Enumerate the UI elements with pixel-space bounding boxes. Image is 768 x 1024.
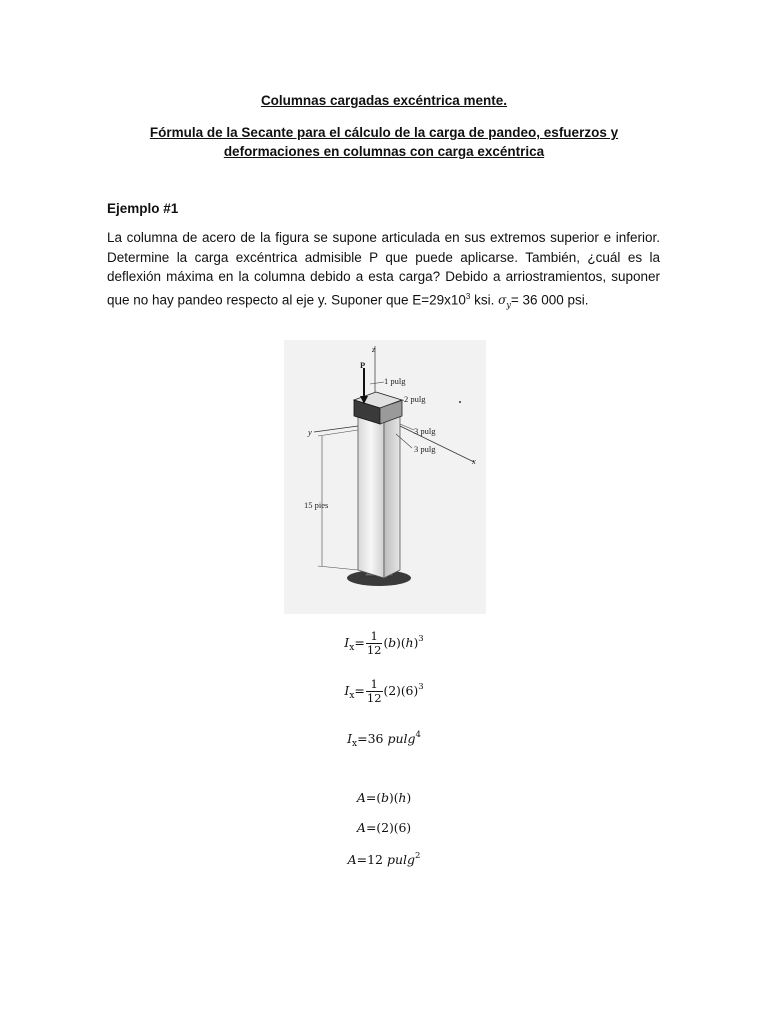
eq3-value: =36 (357, 731, 388, 746)
eq1-b: b (388, 635, 397, 650)
z-axis-label: z (372, 344, 376, 354)
eq5-h: 6 (398, 820, 407, 835)
equation-ix-formula: $I_x=$ $\frac{1}{12}$ $(b)(h)^3$ (344, 629, 424, 657)
eq3-lhs: I (347, 731, 353, 746)
eq2-h: 6 (405, 683, 414, 698)
eq1-lhs-sub: x (349, 643, 355, 653)
eq1-h: h (405, 635, 414, 650)
eq1-power: 3 (418, 634, 424, 644)
eq5-b: 2 (381, 820, 390, 835)
eq2-lhs: I (344, 683, 350, 698)
eq2-fraction (366, 678, 383, 705)
equation-area-formula: A=(b)(h) (356, 790, 412, 805)
eq4-lhs: A (356, 790, 366, 805)
column-figure (284, 340, 486, 614)
eq5-equals: = (365, 820, 377, 835)
sigma-char: σ (498, 293, 507, 307)
sigma-value: = 36 000 psi. (510, 292, 589, 307)
length-label: 15 pies (304, 500, 329, 510)
dim-line-1 (370, 382, 384, 384)
dim-1-pulg: 1 pulg (384, 376, 406, 386)
eq3-power: 4 (415, 730, 421, 740)
document-title: Columnas cargadas excéntrica mente. (260, 93, 508, 108)
eq6-lhs: A (347, 852, 357, 867)
problem-text: La columna de acero de la figura se supone articulada en sus extremos superior e inferior. Determine la carga excéntrica admisible P que puede aplicarse. También, ¿cuál es la deflexión máxima en la columna debido a esta carga? Debido a arriostramientos, suponer que no hay pandeo respecto al eje y. Suponer que E=29x10 (107, 230, 660, 307)
eq2-lhs-sub: x (349, 691, 355, 701)
eq6-value: =12 (356, 852, 387, 867)
document-subtitle: Fórmula de la Secante para el cálculo de la carga de pandeo, esfuerzos y deformaciones en columnas con carga excéntrica (149, 125, 619, 159)
eq4-b: b (381, 790, 390, 805)
ksi-text: ksi. (470, 292, 499, 307)
eq3-lhs-sub: x (352, 739, 358, 749)
figure-dot (459, 401, 461, 403)
eq1-equals: = (354, 635, 365, 650)
eq4-h: h (398, 790, 407, 805)
x-axis-label: x (472, 456, 476, 466)
eq2-power: 3 (418, 682, 424, 692)
y-axis-label: y (308, 427, 312, 437)
eq1-fraction (366, 630, 383, 657)
length-dim-bottom (318, 566, 358, 570)
column-illustration (284, 340, 486, 614)
eq6-power: 2 (415, 851, 421, 861)
dim-2-pulg: 2 pulg (404, 394, 426, 404)
equation-ix-result (0, 730, 768, 749)
eq5-lhs: A (356, 820, 366, 835)
problem-statement (107, 228, 660, 315)
eq2-b: 2 (388, 683, 397, 698)
sigma-subscript: y (506, 300, 511, 310)
eq6-unit: pulg (386, 852, 416, 867)
eq2-den: 12 (366, 691, 382, 705)
exponent: 3 (465, 291, 471, 301)
column-front-face (358, 410, 384, 578)
example-heading: Ejemplo #1 (107, 201, 179, 216)
x-axis (400, 426, 474, 462)
eq1-num: 1 (366, 630, 383, 644)
equation-area-substituted: A=(2)(6) (356, 820, 412, 835)
eq4-equals: = (365, 790, 377, 805)
equation-area-result (0, 851, 768, 867)
dim-3-pulg-a: 3 pulg (414, 426, 436, 436)
eq1-den: 12 (366, 643, 382, 657)
eq2-num: 1 (366, 678, 383, 692)
equation-ix-substituted: $I_x=$ $\frac{1}{12}$ $(2)(6)^3$ (344, 677, 424, 705)
dim-3-pulg-b: 3 pulg (414, 444, 436, 454)
eq3-unit: pulg (387, 731, 416, 746)
eq1-lhs: I (344, 635, 350, 650)
eq2-equals: = (354, 683, 365, 698)
sigma-symbol (498, 293, 511, 310)
load-label: P (360, 360, 366, 370)
